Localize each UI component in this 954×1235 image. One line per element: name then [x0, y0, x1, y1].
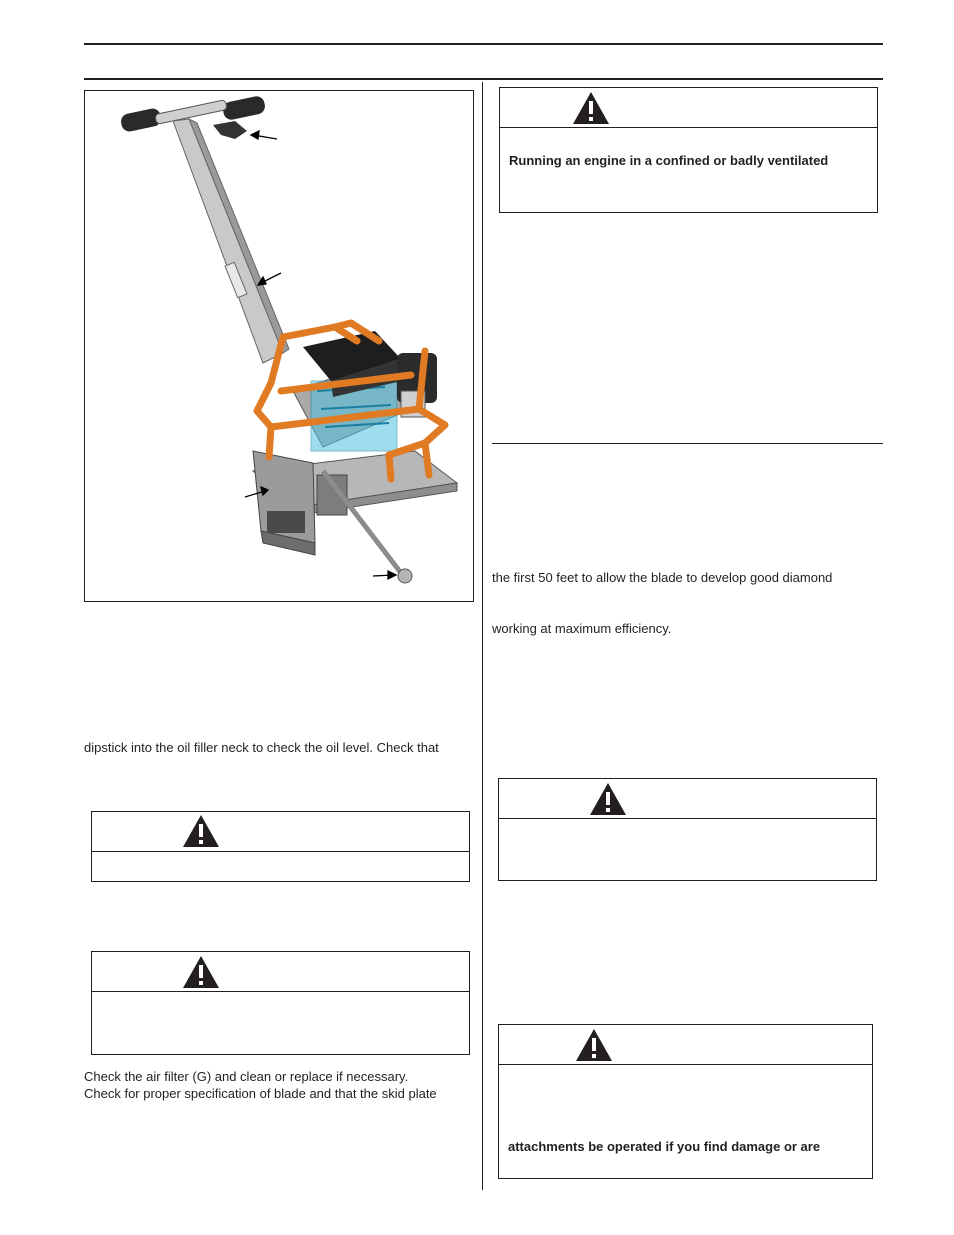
floor-saw-illustration — [85, 91, 473, 601]
warning-box-left-1 — [91, 811, 470, 882]
dipstick-text: dipstick into the oil filler neck to check the oil level. Check that — [84, 740, 439, 755]
column-divider — [482, 82, 483, 1190]
handle-shaft — [173, 119, 289, 363]
warning-box-left-2 — [91, 951, 470, 1055]
header-rule-top — [84, 43, 883, 45]
warning-header — [499, 1025, 872, 1065]
warning-header — [499, 779, 876, 819]
blade-spec-text: Check for proper specification of blade and that the skid plate — [84, 1086, 437, 1101]
warning-triangle-icon — [575, 1028, 613, 1062]
header-rule-bottom — [84, 78, 883, 80]
warning-triangle-icon — [182, 814, 220, 848]
warning-box-right-2 — [498, 778, 877, 881]
warning-triangle-icon — [589, 782, 627, 816]
floor-saw-figure — [84, 90, 474, 602]
air-filter-text: Check the air filter (G) and clean or replace if necessary. — [84, 1069, 409, 1084]
section-rule — [492, 443, 883, 444]
efficiency-text: working at maximum efficiency. — [492, 621, 672, 636]
warning-box-attachments — [498, 1024, 873, 1179]
warning-triangle-icon — [182, 955, 220, 989]
warning-header — [500, 88, 877, 128]
warning-attachments-text: attachments be operated if you find damage or are — [508, 1139, 821, 1154]
warning-engine-text: Running an engine in a confined or badly ventilated — [509, 153, 829, 168]
first-50-feet-text: the first 50 feet to allow the blade to develop good diamond — [492, 570, 833, 585]
engine — [293, 331, 437, 451]
warning-header — [92, 952, 469, 992]
warning-triangle-icon — [572, 91, 610, 125]
warning-header — [92, 812, 469, 852]
warning-box-engine — [499, 87, 878, 213]
